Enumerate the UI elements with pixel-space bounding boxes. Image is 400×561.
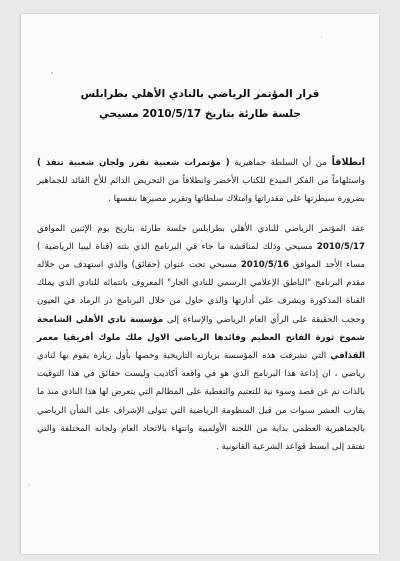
p1-text-2: واستلهاماً من الفكر المبدع للكتاب الأخضر وانطلاقاً من التحريض الدائم للأخ القائد للجماهير بضرورة سيطرتها على مقدراتها وامتلاك سلطاتها وتقرير مصيرها بنفسها . [37,176,365,205]
p2-bold-3: مؤسسة نادي الأهلي الشامخة شموخ ثورة الفاتح العظيم وقائدها الرياضي الاول ملك ملوك أفريقيا معمر القذافي [37,314,365,362]
p2-date-2: 2010/5/16 [240,260,289,271]
paper-speck [51,72,53,74]
title-line-1: قرار المؤتمر الرياضي بالنادي الأهلي بطرابلس [80,88,320,100]
document-page [20,14,379,554]
paragraph-1 [37,154,365,209]
document-title [31,84,369,124]
p2-date-1: 2010/5/17 [316,241,365,252]
document-body [37,154,365,467]
paper-speck [321,36,322,37]
paper-speck [29,484,30,486]
p1-text-1: من أن السلطة جماهيرية [229,158,332,168]
p1-bold-1: ( مؤتمرات شعبية تقرر ولجان شعبية تنفذ ) [37,158,230,168]
p2-text-4: التي تشرفت هذه المؤسسة بزيارته التاريخية وخصها بأول زيارة يقوم بها لنادي رياضي ، ان إذاعة هذا البرنامج الذي هو في واقعه أكاذيب وليست حقائق في هذا التوقيت بالذات تم عن قصد وسوء نية للتعتيم والتغطية على المظالم التي يتعرض لها هذا النادي منذ ما يقارب العشر سنوات من قبل المنظومة الرياضية التي تتولى الإشراف على الشأن الرياضي بالجماهيرية العظمى بداية من اللجنة الأولمبية وانتهاء بالاتحاد العام ولجانه المختلفة والتي تفتقد إلى ابسط قواعد الشرعية القانونية . [37,351,365,453]
title-line-2: جلسة طارئة بتاريخ 2010/5/17 مسيحي [99,108,301,120]
lead-word: انطلاقاً [331,157,365,168]
p2-text-1: عقد المؤتمر الرياضي للنادي الأهلي بطرابلس جلسة طارئة بتاريخ يوم الإثنين الموافق [37,223,365,234]
paragraph-2 [37,220,365,457]
p2-text-2: مسيحي وذلك لمناقشة ما جاء في البرنامج الذي بثته (قناة ليبيا الرياضية ) مساء الأحد الموافق [37,241,365,271]
p2-text-3: مسيحي تحت عنوان (حقائق) والذي استهدف من خلاله مقدم البرنامج "الناطق الإعلامي الرسمي للنادي الجار" المعروف بانتمائه للنادي الذي يملك القناة المذكورة ويشرف على أدارتها والذي حاول من خلال البرنامج ذر الرماد في العيون وحجب الحقيقة على الرأي العام الرياضي والإساءة إلى [37,260,365,325]
